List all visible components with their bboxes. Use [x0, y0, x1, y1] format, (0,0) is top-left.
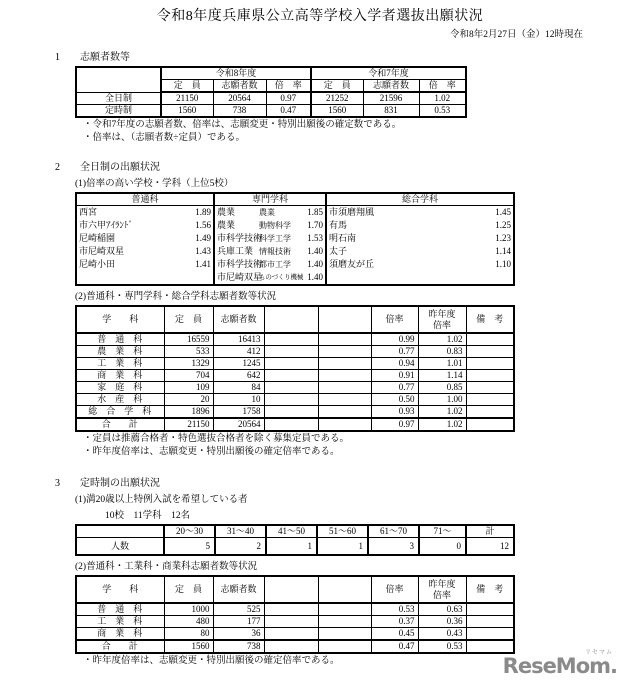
column-header: 計 [466, 525, 514, 538]
table-cell: 36 [213, 628, 264, 641]
note-item: ・昨年度倍率は、志願変更・特別出願後の確定倍率である。 [83, 447, 340, 457]
table-cell: 1.40 [298, 245, 326, 258]
table-cell: 1329 [164, 358, 213, 370]
table-cell [466, 406, 514, 419]
date-stamp: 令和8年2月27日（金）12時現在 [449, 30, 583, 40]
table-row [76, 271, 514, 285]
table-cell [171, 271, 214, 285]
table-cell: 市須磨翔風 [329, 207, 375, 217]
table-cell: 1.01 [418, 358, 466, 370]
table-cell: 1.41 [171, 258, 214, 271]
note-item: ・昨年度倍率は、志願変更・特別出願後の確定倍率である。 [83, 656, 340, 666]
column-header: 学 科 [76, 576, 164, 603]
table-cell: 科学工学 [259, 234, 292, 243]
column-header: 志願者数 [363, 80, 419, 93]
table-cell: 1.85 [298, 206, 326, 220]
table-cell [318, 628, 371, 641]
column-header: 71～ [419, 525, 466, 538]
table-cell: 0.94 [371, 358, 418, 370]
section-number: 3 [55, 478, 60, 489]
table-cell: 0.97 [266, 92, 311, 105]
table-cell: 市科学技術 [217, 259, 263, 269]
table-cell [318, 616, 371, 628]
table-cell [318, 603, 371, 616]
table-row [76, 67, 466, 80]
table-cell: 1.00 [418, 394, 466, 406]
table-cell: 21150 [161, 92, 213, 105]
table-cell: 0.47 [371, 640, 418, 653]
table-cell: 80 [164, 628, 213, 641]
table-row [76, 628, 514, 641]
column-header: 備 考 [466, 306, 514, 333]
parttime-by-course-subheading: (2)普通科・工業科・商業科志願者数等状況 [75, 562, 258, 572]
table-cell [466, 382, 514, 394]
table-cell: 10 [213, 394, 264, 406]
table-cell: 須磨友が丘 [329, 259, 375, 269]
table-cell [466, 333, 514, 346]
table-cell: 0.93 [371, 406, 418, 419]
column-header: 学 科 [76, 306, 164, 333]
table-cell: 0.77 [371, 346, 418, 358]
table-cell: 1.02 [418, 406, 466, 419]
table-cell [264, 370, 318, 382]
table-cell: 西宮 [79, 207, 98, 217]
table-cell: 0.47 [266, 105, 311, 118]
table-cell [318, 406, 371, 419]
table-cell: 市尼崎双星 [79, 246, 125, 256]
table-cell: 0 [419, 538, 466, 556]
table-cell [466, 628, 514, 641]
table-cell: 0.91 [371, 370, 418, 382]
column-header: 昨年度 倍率 [418, 576, 466, 603]
section-title: 定時制の出願状況 [80, 478, 160, 489]
table-row [76, 616, 514, 628]
table-cell: 1 [266, 538, 317, 556]
table-cell: 1.40 [298, 271, 326, 285]
table-cell: 水 産 科 [76, 394, 164, 406]
table-row [76, 206, 514, 220]
table-cell [264, 640, 318, 653]
column-header: 20～30 [164, 525, 215, 538]
table-cell: 1.14 [418, 370, 466, 382]
parttime-by-course-table [75, 575, 515, 654]
table-cell: 20 [164, 394, 213, 406]
fulltime-by-course-table [75, 305, 515, 432]
table-cell [318, 640, 371, 653]
table-cell: 人数 [76, 538, 164, 556]
table-cell: 情報技術 [259, 247, 292, 256]
table-cell: 明石南 [329, 233, 357, 243]
table-cell: 総 合 学 科 [76, 406, 164, 419]
table-row [76, 306, 514, 333]
column-header: 備 考 [466, 576, 514, 603]
table-cell: 1.23 [495, 233, 512, 243]
table-cell: 1.25 [495, 220, 512, 230]
table-cell: 84 [213, 382, 264, 394]
table-cell: 1.53 [298, 232, 326, 245]
table-cell: 0.63 [418, 603, 466, 616]
table-cell: 有馬 [329, 220, 348, 230]
table-cell: 738 [213, 105, 266, 118]
table-cell: 家 庭 科 [76, 382, 164, 394]
column-header [318, 576, 371, 603]
table-cell: 704 [164, 370, 213, 382]
column-header: 普通科 [76, 193, 214, 206]
section-number: 1 [55, 52, 60, 63]
column-header: 61～70 [368, 525, 419, 538]
table-cell: 太子 [329, 246, 348, 256]
table-cell: 市尼崎双星 [217, 272, 263, 282]
table-cell: 商 業 科 [76, 628, 164, 641]
special-exam-summary: 10校 11学科 12名 [105, 511, 191, 521]
table-cell: 動物科学 [259, 221, 292, 230]
table-row [76, 333, 514, 346]
table-cell: 1.49 [171, 232, 214, 245]
table-cell [264, 394, 318, 406]
table-cell: 0.97 [371, 418, 418, 431]
column-header: 志願者数 [213, 576, 264, 603]
table-cell: 尼崎稲園 [79, 233, 116, 243]
section-2-heading [55, 158, 640, 173]
table-cell [264, 628, 318, 641]
table-cell: 0.36 [418, 616, 466, 628]
table-cell: 1.14 [495, 246, 512, 256]
table-cell: 1245 [213, 358, 264, 370]
table-cell: 533 [164, 346, 213, 358]
table-cell: 21252 [311, 92, 363, 105]
table-cell: 0.50 [371, 394, 418, 406]
table-row [76, 382, 514, 394]
table-cell: 1000 [164, 603, 213, 616]
table-cell [466, 358, 514, 370]
table-cell [466, 418, 514, 431]
table-cell [466, 616, 514, 628]
column-header: 志願者数 [213, 306, 264, 333]
table-row [76, 232, 514, 245]
table-cell: 1758 [213, 406, 264, 419]
table-cell [264, 358, 318, 370]
note-item: ・令和7年度の志願者数、倍率は、志願変更・特別出願後の確定数である。 [83, 120, 402, 130]
table-row [76, 370, 514, 382]
table-cell: 都市工学 [259, 260, 292, 269]
column-header: 専門学科 [214, 193, 326, 206]
table-cell: 0.37 [371, 616, 418, 628]
table-cell [264, 603, 318, 616]
column-header: 昨年度 倍率 [418, 306, 466, 333]
table-cell: 農業 [217, 207, 236, 217]
table-cell [264, 382, 318, 394]
table-row [76, 406, 514, 419]
table-cell: 農業 [259, 208, 276, 217]
table-cell: 1.02 [419, 92, 466, 105]
table-cell: 1.45 [495, 207, 512, 217]
high-ratio-schools-table [75, 192, 515, 286]
table-cell: 16413 [213, 333, 264, 346]
table-cell: 普 通 科 [76, 333, 164, 346]
table-cell: 412 [213, 346, 264, 358]
table-cell: 1 [317, 538, 368, 556]
table-cell: 0.99 [371, 333, 418, 346]
column-header [264, 576, 318, 603]
table-cell: ものづくり機械 [259, 274, 304, 281]
column-header: 倍率 [371, 306, 418, 333]
table-cell [326, 271, 456, 285]
table-cell [318, 418, 371, 431]
table-cell: 5 [164, 538, 215, 556]
column-header: 定 員 [311, 80, 363, 93]
table-cell: 21150 [164, 418, 213, 431]
table-cell: 0.43 [418, 628, 466, 641]
table-cell [466, 370, 514, 382]
table-cell: 0.53 [371, 603, 418, 616]
column-header: 定 員 [161, 80, 213, 93]
table-row [76, 245, 514, 258]
high-ratio-subheading: (1)倍率の高い学校・学科（上位5校） [75, 179, 234, 189]
table-cell [466, 346, 514, 358]
table-cell [264, 333, 318, 346]
table-row [76, 538, 514, 556]
table-cell: 合 計 [76, 418, 164, 431]
logo-wordmark: ReseMom. [502, 654, 617, 678]
table-cell: 0.83 [418, 346, 466, 358]
section-number: 2 [55, 162, 60, 173]
table-cell [466, 394, 514, 406]
column-header: 令和8年度 [161, 67, 311, 80]
column-header: 定 員 [164, 306, 213, 333]
column-header: 定 員 [164, 576, 213, 603]
table-row [76, 92, 466, 105]
corner-header-cell [76, 525, 164, 538]
table-cell: 20564 [213, 92, 266, 105]
column-header [264, 306, 318, 333]
table-cell: 全日制 [76, 92, 161, 105]
page-title: 令和8年度兵庫県公立高等学校入学者選抜出願状況 [156, 9, 484, 24]
table-cell: 831 [363, 105, 419, 118]
table-row [76, 576, 514, 603]
corner-header-cell [76, 67, 161, 92]
table-cell: 3 [368, 538, 419, 556]
table-cell: 20564 [213, 418, 264, 431]
table-cell [318, 358, 371, 370]
table-cell: 0.45 [371, 628, 418, 641]
table-cell: 市科学技術 [217, 233, 263, 243]
table-cell: 525 [213, 603, 264, 616]
table-cell: 1.43 [171, 245, 214, 258]
table-cell [264, 418, 318, 431]
applicants-summary-table [75, 66, 467, 118]
note-item: ・定員は推薦合格者・特色選抜合格者を除く募集定員である。 [83, 434, 350, 444]
table-cell: 農業 [217, 220, 236, 230]
section-3-heading [55, 474, 640, 489]
table-row [76, 193, 514, 206]
resemom-logo [503, 649, 617, 676]
column-header: 倍 率 [266, 80, 311, 93]
table-cell [76, 271, 171, 285]
table-cell: 0.53 [419, 105, 466, 118]
table-cell: 工 業 科 [76, 616, 164, 628]
column-header: 51～60 [317, 525, 368, 538]
table-cell: 0.77 [371, 382, 418, 394]
table-cell [318, 382, 371, 394]
table-row [76, 525, 514, 538]
table-cell: 1560 [164, 640, 213, 653]
table-cell: 21596 [363, 92, 419, 105]
fulltime-by-course-subheading: (2)普通科・専門学科・総合学科志願者数等状況 [75, 292, 277, 302]
table-cell [264, 346, 318, 358]
column-header: 31～40 [215, 525, 266, 538]
table-cell: 1.40 [298, 258, 326, 271]
column-header: 総合学科 [326, 193, 514, 206]
table-cell [264, 406, 318, 419]
column-header: 志願者数 [213, 80, 266, 93]
table-cell: 尼崎小田 [79, 259, 116, 269]
section-1-heading [55, 48, 640, 63]
table-row [76, 418, 514, 431]
table-cell: 177 [213, 616, 264, 628]
column-header: 令和7年度 [311, 67, 466, 80]
table-cell: 商 業 科 [76, 370, 164, 382]
table-cell [318, 346, 371, 358]
table-cell: 普 通 科 [76, 603, 164, 616]
table-cell [466, 603, 514, 616]
note-item: ・倍率は、（志願者数÷定員）である。 [83, 133, 245, 143]
table-cell: 農 業 科 [76, 346, 164, 358]
table-cell: 738 [213, 640, 264, 653]
table-cell: 109 [164, 382, 213, 394]
table-row [76, 394, 514, 406]
column-header: 41～50 [266, 525, 317, 538]
table-cell: 2 [215, 538, 266, 556]
table-cell: 642 [213, 370, 264, 382]
column-header: 倍 率 [419, 80, 466, 93]
table-row [76, 219, 514, 232]
table-cell [318, 370, 371, 382]
table-cell: 1.10 [495, 259, 512, 269]
table-cell: 1.89 [171, 206, 214, 220]
table-cell: 12 [466, 538, 514, 556]
table-cell: 合 計 [76, 640, 164, 653]
table-row [76, 105, 466, 118]
logo-ruby-text: リセマム [585, 649, 613, 656]
table-row [76, 358, 514, 370]
table-row [76, 603, 514, 616]
table-cell: 0.53 [418, 640, 466, 653]
table-cell: 1896 [164, 406, 213, 419]
column-header [318, 306, 371, 333]
table-row [76, 640, 514, 653]
table-cell: 定時制 [76, 105, 161, 118]
table-cell: 工 業 科 [76, 358, 164, 370]
column-header: 倍率 [371, 576, 418, 603]
table-cell: 1560 [161, 105, 213, 118]
table-cell: 兵庫工業 [217, 246, 254, 256]
table-cell: 16559 [164, 333, 213, 346]
table-cell: 0.85 [418, 382, 466, 394]
special-exam-subheading: (1)満20歳以上特例入試を希望している者 [75, 495, 248, 505]
section-title: 全日制の出願状況 [80, 162, 160, 173]
table-row [76, 346, 514, 358]
table-cell [456, 271, 514, 285]
table-cell: 1.02 [418, 418, 466, 431]
table-cell: 市六甲ｱｲﾗﾝﾄﾞ [79, 220, 134, 230]
table-cell [318, 333, 371, 346]
section-title: 志願者数等 [80, 52, 130, 63]
table-cell: 1560 [311, 105, 363, 118]
table-cell: 1.70 [298, 219, 326, 232]
table-cell: 1.56 [171, 219, 214, 232]
age-distribution-table [75, 524, 515, 556]
table-row [76, 258, 514, 271]
table-cell: 1.02 [418, 333, 466, 346]
table-cell [264, 616, 318, 628]
table-cell [318, 394, 371, 406]
table-cell: 480 [164, 616, 213, 628]
